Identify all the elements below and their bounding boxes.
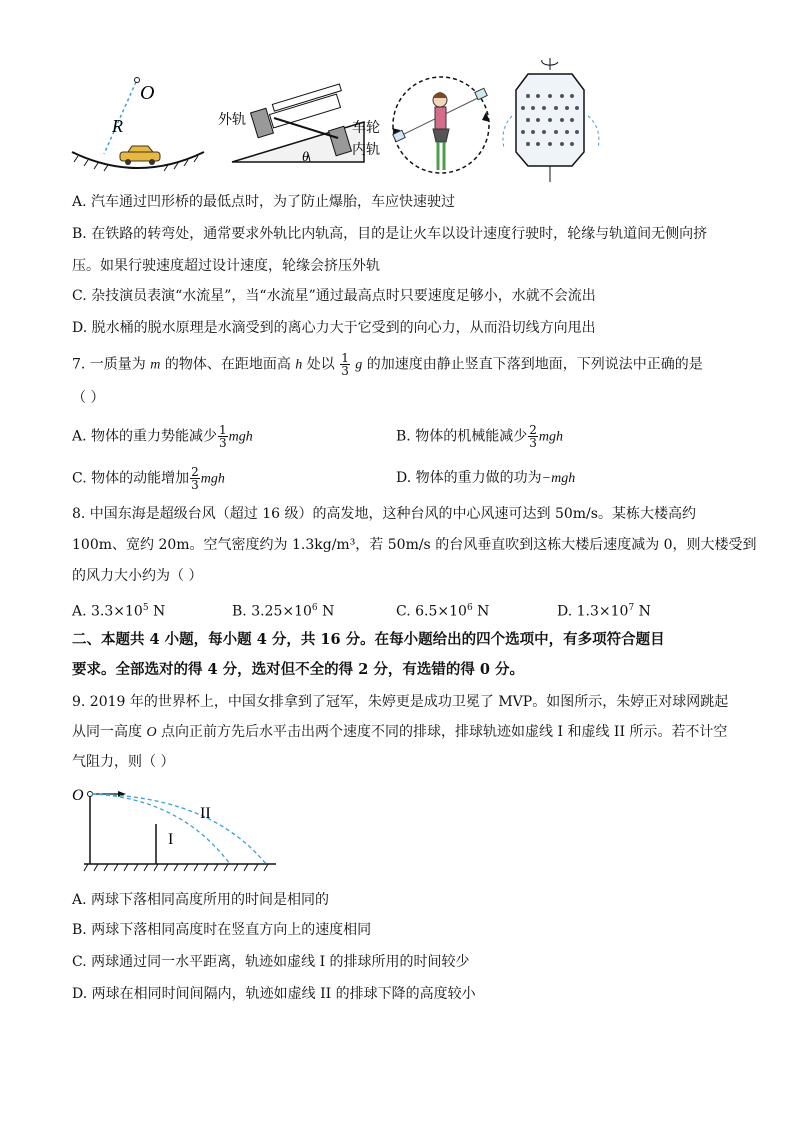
q9-stem-line3: 气阻力，则（ ）: [72, 754, 175, 770]
q7-stem-part: 7. 一质量为: [72, 356, 146, 373]
fig1-point-label: O: [140, 82, 155, 104]
q7-option-a: A. 物体的重力势能减少 $\frac{1}{3}$ mgh: [72, 423, 253, 450]
q7-stem-part: 的加速度由静止竖直下落到地面，下列说法中正确的是: [366, 356, 703, 373]
q7-stem: [72, 352, 703, 377]
q7-stem-part: 的物体、在距地面高: [164, 356, 291, 373]
q9-option-c: C. 两球通过同一水平距离，轨迹如虚线 I 的排球所用的时间较少: [72, 954, 470, 970]
fig1-radius-label: R: [112, 116, 123, 136]
q9-stem-line2: 从同一高度 O 点向正前方先后水平击出两个速度不同的排球，排球轨迹如虚线 I 和虚线 II 所示。若不计空: [72, 724, 728, 740]
fig2-inner-rail-label: 内轨: [352, 142, 380, 158]
q8-option-a: A. $3.3\times 10^5$ N: [72, 603, 166, 620]
q9-stem-line1: 9. 2019 年的世界杯上，中国女排拿到了冠军，朱婷更是成功卫冕了 MVP。如图所示，朱婷正对球网跳起: [72, 694, 729, 710]
q9-option-d: D. 两球在相同时间间隔内，轨迹如虚线 II 的排球下降的高度较小: [72, 986, 476, 1002]
q7-var-g: g: [355, 357, 363, 373]
q7-stem-part: 处以: [306, 356, 335, 373]
q6-option-d: D. 脱水桶的脱水原理是水滴受到的离心力大于它受到的向心力，从而沿切线方向甩出: [72, 320, 596, 336]
q6-option-a: A. 汽车通过凹形桥的最低点时，为了防止爆胎，车应快速驶过: [72, 194, 456, 210]
q8-option-b: B. $3.25\times 10^6$ N: [232, 603, 335, 620]
figure-water-meteor: [386, 70, 496, 180]
q9-fig-path2-label: II: [200, 805, 211, 822]
q7-fraction: $\frac{1}{3}$: [341, 351, 349, 378]
fig2-outer-rail-label: 外轨: [218, 112, 246, 128]
q9-option-a: A. 两球下落相同高度所用的时间是相同的: [72, 892, 330, 908]
q7-option-d: D. 物体的重力做的功为−mgh: [396, 470, 576, 486]
performer-icon: [433, 92, 449, 170]
figure-banked-rail: [214, 82, 384, 172]
figure-spin-dryer: [498, 56, 608, 186]
q7-option-b: B. 物体的机械能减少 $\frac{2}{3}$ mgh: [396, 423, 563, 450]
q8-option-d: D. $1.3\times 10^7$ N: [557, 603, 651, 620]
figure-concave-bridge: [68, 72, 208, 172]
section2-heading-line1: 二、本题共 4 小题，每小题 4 分，共 16 分。在每小题给出的四个选项中，有多项符合题目: [72, 631, 665, 648]
q8-stem-line3: 的风力大小约为（ ）: [72, 568, 203, 584]
q8-option-c: C. $6.5\times 10^6$ N: [396, 603, 490, 620]
q6-option-b-line1: B. 在铁路的转弯处，通常要求外轨比内轨高，目的是让火车以设计速度行驶时，轮缘与轨道间无侧向挤: [72, 226, 708, 242]
q9-fig-point-label: O: [72, 787, 84, 804]
q8-stem-line1: 8. 中国东海是超级台风（超过 16 级）的高发地，这种台风的中心风速可达到 50m/s。某栋大楼高约: [72, 506, 696, 522]
fig2-wheel-label: 车轮: [352, 120, 380, 136]
q7-var-m: m: [150, 357, 161, 373]
q6-option-b-line2: 压。如果行驶速度超过设计速度，轮缘会挤压外轨: [72, 258, 380, 274]
figure-volleyball-trajectory: [70, 784, 280, 874]
q7-option-c: C. 物体的动能增加 $\frac{2}{3}$ mgh: [72, 465, 225, 492]
fig2-angle-label: θ: [302, 150, 309, 165]
car-icon: [120, 146, 160, 165]
q8-stem-line2: 100m、宽约 20m。空气密度约为 1.3kg/m³，若 50m/s 的台风垂直吹到这栋大楼后速度减为 0，则大楼受到: [72, 537, 757, 553]
q9-fig-path1-label: I: [168, 831, 174, 848]
q7-var-h: h: [295, 357, 303, 373]
section2-heading-line2: 要求。全部选对的得 4 分，选对但不全的得 2 分，有选错的得 0 分。: [72, 661, 525, 678]
q6-option-c: C. 杂技演员表演“水流星”，当“水流星”通过最高点时只要速度足够小，水就不会流出: [72, 288, 596, 304]
q7-answer-paren: （ ）: [72, 390, 105, 406]
q9-option-b: B. 两球下落相同高度时在竖直方向上的速度相同: [72, 922, 372, 938]
